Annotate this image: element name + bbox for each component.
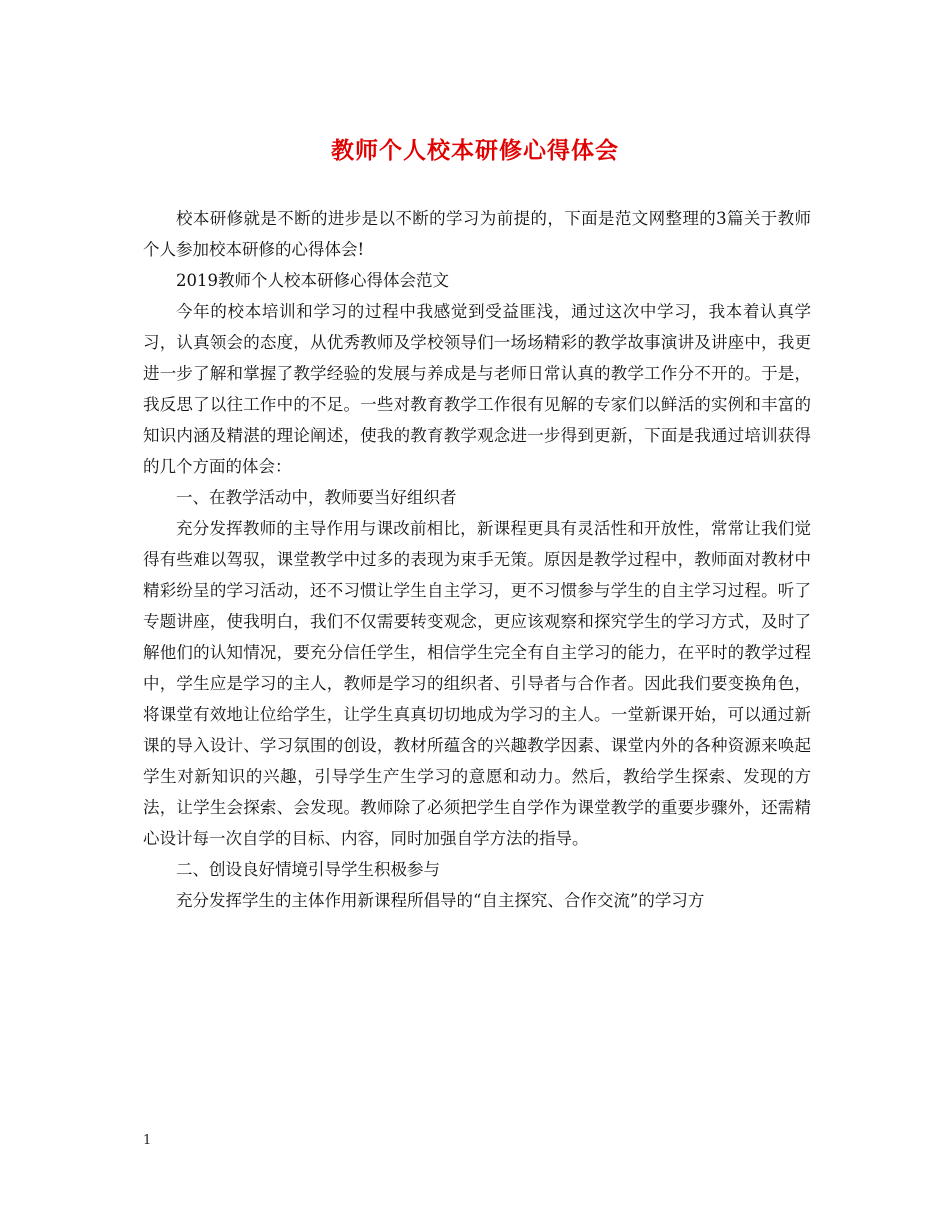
body-paragraph: 充分发挥学生的主体作用新课程所倡导的“自主探究、合作交流”的学习方	[176, 891, 705, 910]
document-title: 教师个人校本研修心得体会	[331, 137, 619, 164]
document-body	[143, 203, 811, 916]
body-paragraph: 充分发挥教师的主导作用与课改前相比，新课程更具有灵活性和开放性，常常让我们觉得有些难以驾驭，课堂教学中过多的表现为束手无策。原因是教学过程中，教师面对教材中精彩纷呈的学习活动，还不习惯让学生自主学习，更不习惯参与学生的自主学习过程。听了专题讲座，使我明白，我们不仅需要转变观念，更应该观察和探究学生的学习方式，及时了解他们的认知情况，要充分信任学生，相信学生完全有自主学习的能力，在平时的教学过程中，学生应是学习的主人，教师是学习的组织者、引导者与合作者。因此我们要变换角色，将课堂有效地让位给学生，让学生真真切切地成为学习的主人。一堂新课开始，可以通过新课的导入设计、学习氛围的创设，教材所蕴含的兴趣教学因素、课堂内外的各种资源来唤起学生对新知识的兴趣，引导学生产生学习的意愿和动力。然后，教给学生探索、发现的方法，让学生会探索、会发现。教师除了必须把学生自学作为课堂教学的重要步骤外，还需精心设计每一次自学的目标、内容，同时加强自学方法的指导。	[143, 519, 811, 848]
section-heading: 2019教师个人校本研修心得体会范文	[176, 271, 449, 290]
intro-paragraph: 校本研修就是不断的进步是以不断的学习为前提的，下面是范文网整理的3篇关于教师个人参加校本研修的心得体会!	[143, 209, 811, 259]
page-number: 1	[143, 1133, 152, 1148]
subheading-one: 一、在教学活动中，教师要当好组织者	[176, 488, 457, 507]
body-paragraph: 今年的校本培训和学习的过程中我感觉到受益匪浅，通过这次中学习，我本着认真学习，认真领会的态度，从优秀教师及学校领导们一场场精彩的教学故事演讲及讲座中，我更进一步了解和掌握了教学经验的发展与养成是与老师日常认真的教学工作分不开的。于是，我反思了以往工作中的不足。一些对教育教学工作很有见解的专家们以鲜活的实例和丰富的知识内涵及精湛的理论阐述，使我的教育教学观念进一步得到更新，下面是我通过培训获得的几个方面的体会：	[143, 302, 811, 476]
subheading-two: 二、创设良好情境引导学生积极参与	[176, 860, 440, 879]
